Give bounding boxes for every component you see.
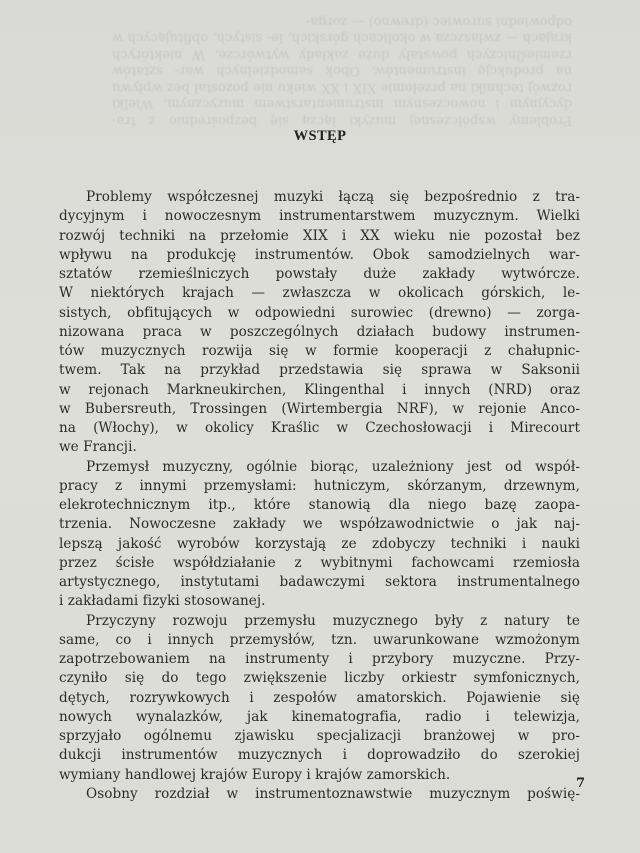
- text-line: artystycznego, instytutami badawczymi sektora instrumentalnego: [59, 574, 580, 590]
- text-line: dycyjnym i nowoczesnym instrumentarstwem muzycznym. Wielki: [59, 208, 580, 225]
- text-line: przez ścisłe współdziałanie z wybitnymi fachowcami rzemiosła: [59, 554, 580, 571]
- text-line: dętych, rozrywkowych i zespołów amatorskich. Pojawienie się: [59, 689, 580, 706]
- text-line: nowych wynalazków, jak kinematografia, radio i telewizja,: [59, 708, 580, 725]
- text-line: we Francji.: [59, 439, 137, 456]
- text-line: pracy z innymi przemysłami: hutniczym, skórzanym, drzewnym,: [59, 477, 580, 494]
- text-line: trzenia. Nowoczesne zakłady we współzawodnictwie o jak naj-: [59, 516, 580, 533]
- text-line: wymiany handlowej krajów Europy i krajów zamorskich.: [59, 766, 451, 783]
- text-line: rozwój techniki na przełomie XIX i XX wieku nie pozostał bez: [59, 227, 580, 244]
- text-line: czyniło się do tego zwiększenie liczby orkiestr symfonicznych,: [59, 670, 580, 687]
- text-line: Problemy współczesnej muzyki łączą się bezpośrednio z tra-: [86, 189, 580, 205]
- chapter-heading: WSTĘP: [293, 128, 347, 144]
- text-line: nizowana praca w poszczególnych działach budowy instrumen-: [59, 323, 580, 340]
- text-line: na (Włochy), w okolicy Kraślic w Czechosłowacji i Mirecourt: [59, 420, 580, 436]
- text-line: zapotrzebowaniem na instrumenty i przybory muzyczne. Przy-: [59, 651, 580, 667]
- text-line: elekrotechnicznym itp., które stanowią dla niego bazę zaopa-: [59, 497, 580, 513]
- text-line: i zakładami fizyki stosowanej.: [59, 593, 266, 610]
- text-line: Przemysł muzyczny, ogólnie biorąc, uzależniony jest od współ-: [86, 458, 580, 475]
- text-line: same, co i innych przemysłów, tzn. uwarunkowane wzmożonym: [59, 631, 580, 648]
- text-line: tów muzycznych rozwija się w formie kooperacji z chałupnic-: [59, 343, 580, 359]
- text-line: sprzyjało ogólnemu zjawisku specjalizacji branżowej w pro-: [59, 728, 580, 744]
- text-line: sztatów rzemieślniczych powstały duże zakłady wytwórcze.: [59, 266, 580, 282]
- text-line: lepszą jakość wyrobów korzystają ze zdobyczy techniki i nauki: [59, 535, 580, 552]
- text-line: wpływu na produkcję instrumentów. Obok samodzielnych war-: [59, 246, 580, 263]
- show-through-text: Problemy współczesnej muzyki łączą się bezpośrednio z tra- dycyjnym i nowoczesnym instrumentarstwem muzycznym. Wielki rozwój techniki na przełomie XIX i XX wieku nie pozostał bez wpływu na produkcję instrumentów. Obok samodzielnych war- sztatów rzemieślniczych powstały duże zakłady wytwórcze. W niektórych krajach — zwłaszcza w okolicach górskich, le- sistych, obfitujących w odpowiedni surowiec (drewno) — zorga-: [112, 14, 572, 128]
- text-line: dukcji instrumentów muzycznych i doprowadziło do szerokiej: [59, 747, 580, 764]
- body-text: [59, 188, 580, 804]
- text-line: sistych, obfitujących w odpowiedni surowiec (drewno) — zorga-: [59, 304, 580, 321]
- text-line: Osobny rozdział w instrumentoznawstwie muzycznym poświę-: [86, 785, 580, 802]
- text-line: Przyczyny rozwoju przemysłu muzycznego były z natury te: [86, 612, 580, 629]
- text-line: w rejonach Markneukirchen, Klingenthal i innych (NRD) oraz: [59, 381, 580, 398]
- text-line: twem. Tak na przykład przedstawia się sprawa w Saksonii: [59, 362, 580, 379]
- page-number: 7: [576, 776, 586, 791]
- text-line: w Bubersreuth, Trossingen (Wirtembergia NRF), w rejonie Anco-: [59, 400, 580, 417]
- text-line: W niektórych krajach — zwłaszcza w okolicach górskich, le-: [59, 285, 580, 302]
